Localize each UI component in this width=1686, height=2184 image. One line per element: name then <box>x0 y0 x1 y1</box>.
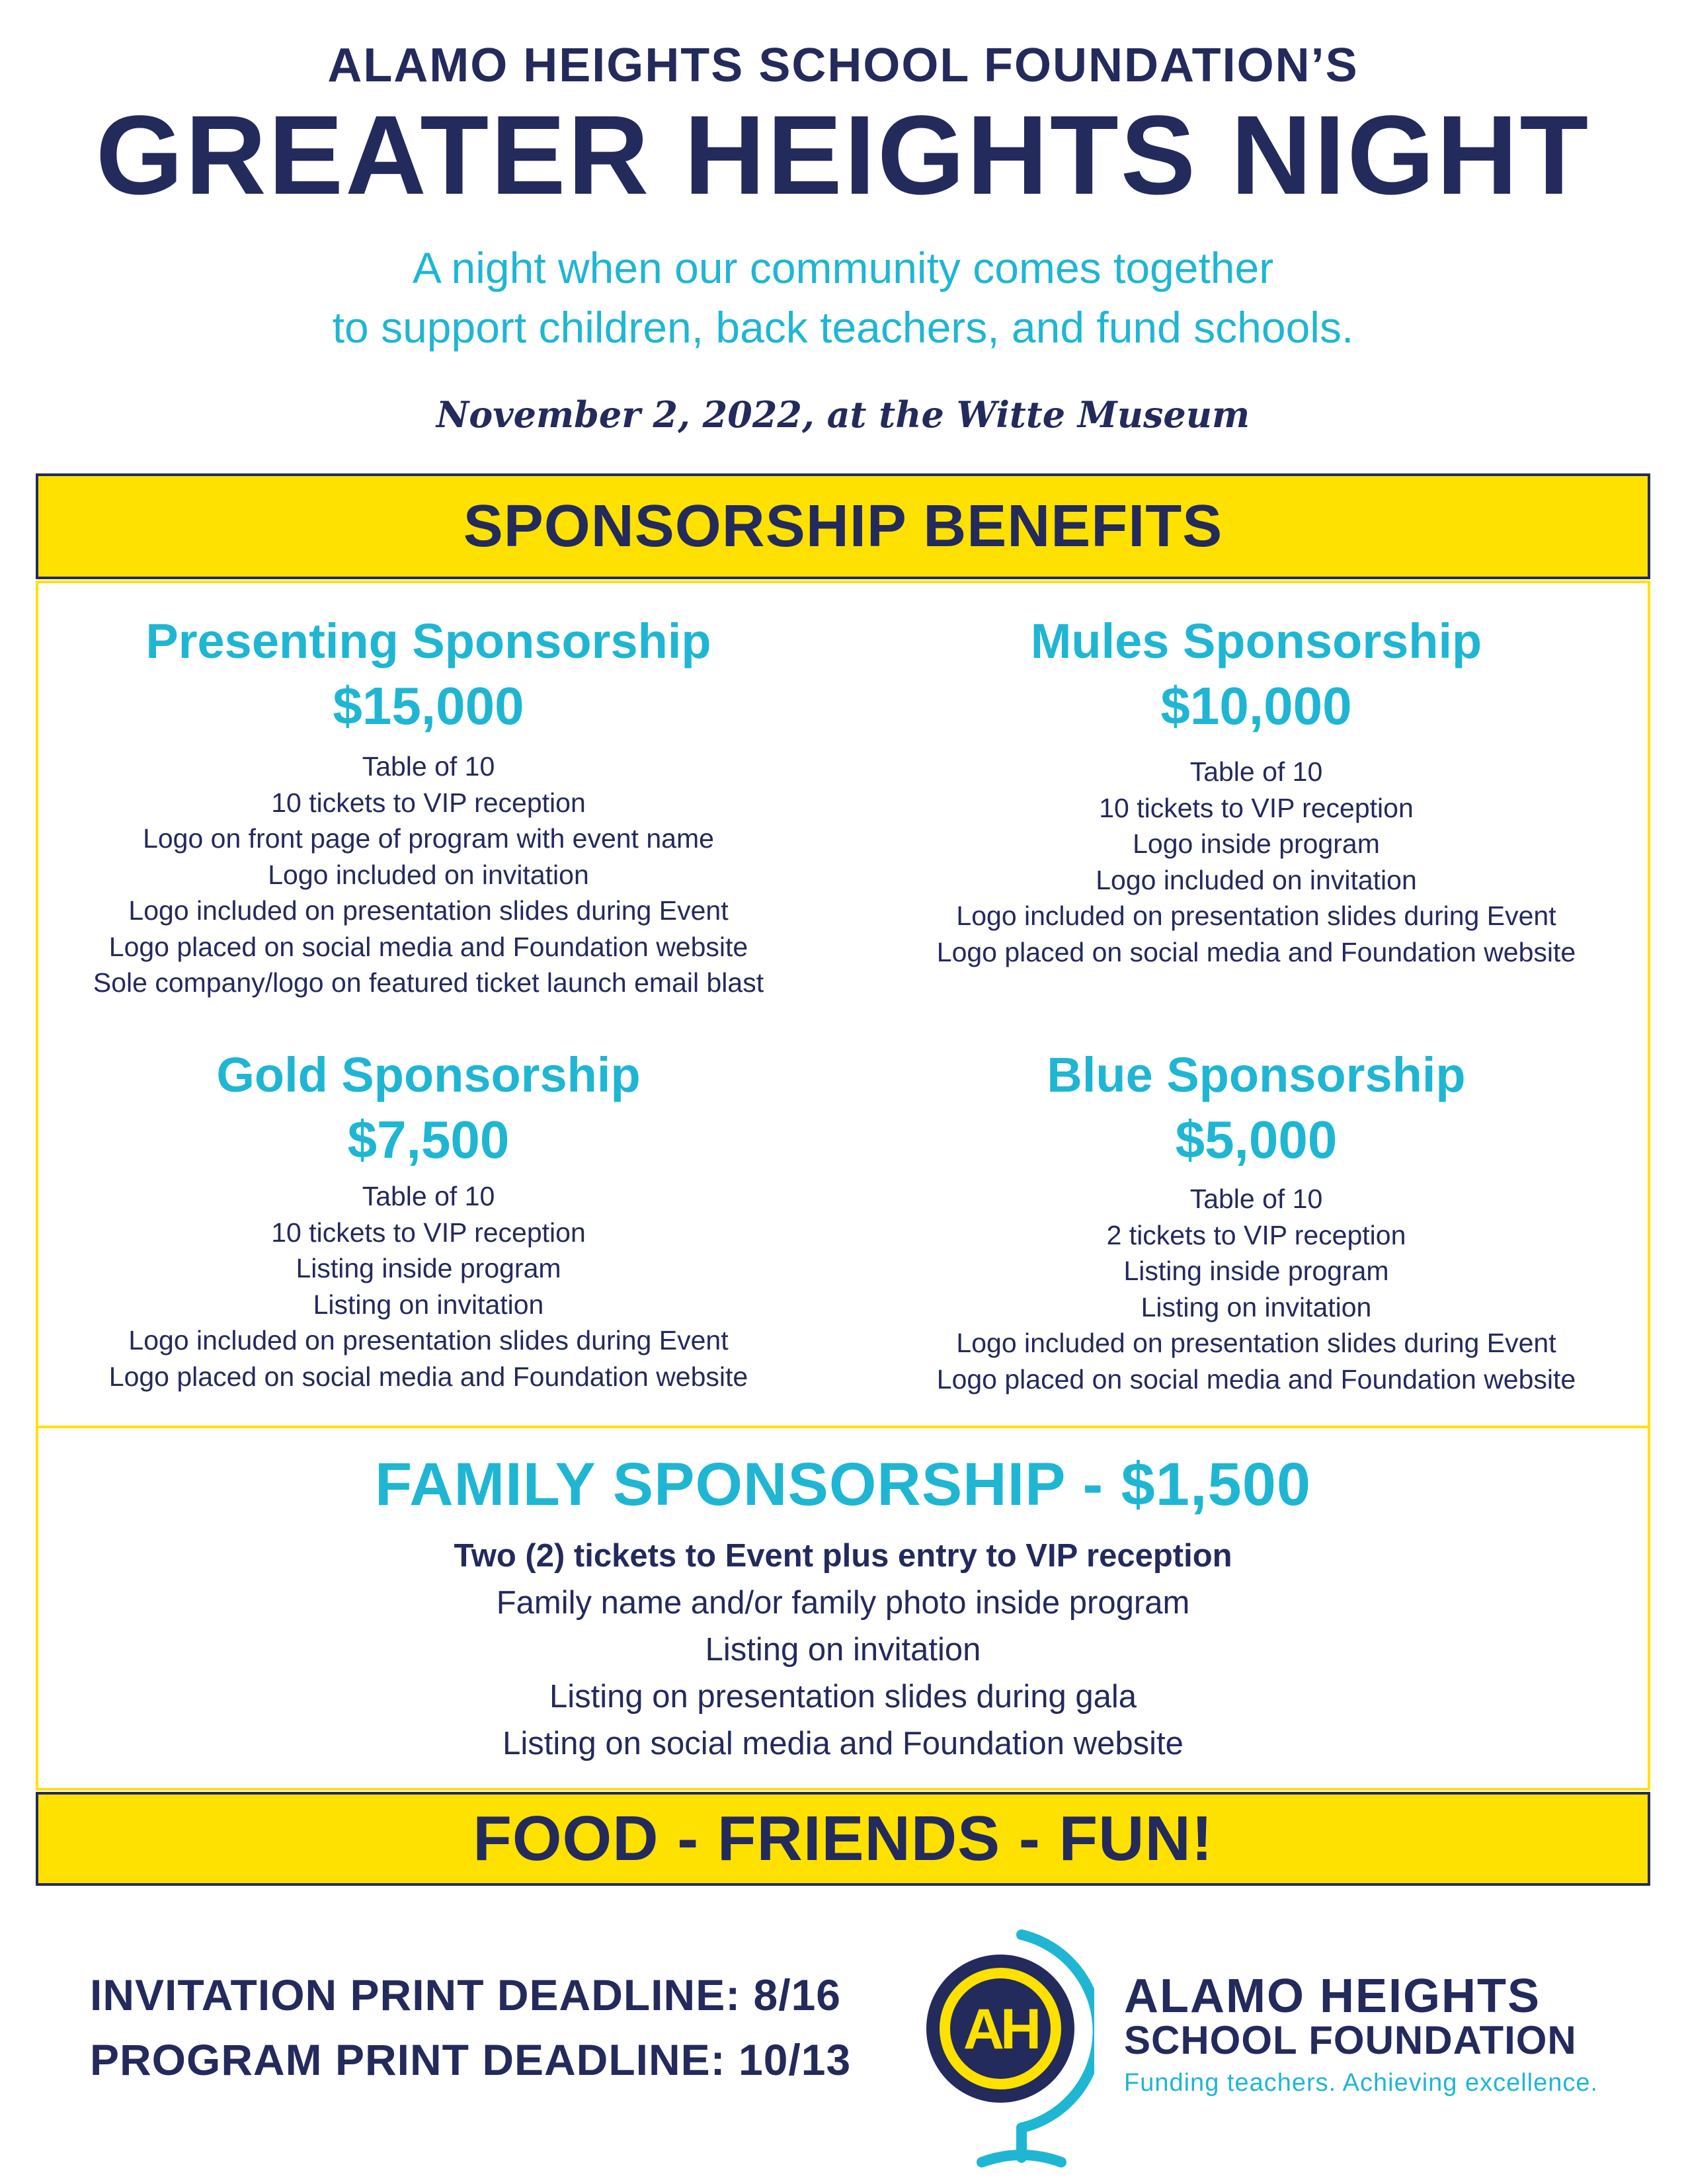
benefit-item: Listing on presentation slides during gala <box>549 1679 1137 1715</box>
print-deadlines <box>90 1962 851 2092</box>
benefit-item: Logo included on presentation slides during Event <box>128 1325 729 1355</box>
benefit-item: 10 tickets to VIP reception <box>1099 792 1414 823</box>
benefit-item: Listing on invitation <box>705 1632 981 1668</box>
tier-price: $5,000 <box>1175 1110 1338 1169</box>
benefit-item: Two (2) tickets to Event plus entry to VIP reception <box>454 1538 1232 1574</box>
program-deadline: PROGRAM PRINT DEADLINE: 10/13 <box>90 2035 852 2084</box>
benefit-item: Table of 10 <box>362 751 495 782</box>
event-title: GREATER HEIGHTS NIGHT <box>95 93 1591 218</box>
tier-benefits <box>866 754 1646 970</box>
tier-benefits <box>866 1181 1646 1397</box>
tier-gold <box>38 1043 819 1395</box>
tagline <box>0 238 1686 357</box>
benefit-item: Sole company/logo on featured ticket launch email blast <box>93 967 764 998</box>
benefit-item: Listing on invitation <box>313 1289 544 1320</box>
event-date: November 2, 2022, at the Witte Museum <box>436 393 1250 436</box>
tier-blue <box>866 1043 1646 1397</box>
benefit-item: Logo included on presentation slides during Event <box>956 1328 1556 1358</box>
family-benefits <box>36 1533 1650 1767</box>
logo-name-line-1: ALAMO HEIGHTS <box>1124 1970 1541 2023</box>
benefit-item: 10 tickets to VIP reception <box>271 787 586 818</box>
tier-benefits <box>38 1178 819 1395</box>
logo-name-line-2: SCHOOL FOUNDATION <box>1124 2018 1577 2062</box>
benefit-item: Logo inside program <box>1133 829 1380 859</box>
benefit-item: Logo included on presentation slides during Event <box>956 901 1556 931</box>
family-sponsorship <box>36 1448 1650 1767</box>
benefit-item: Logo placed on social media and Foundation website <box>108 931 748 962</box>
benefit-item: 10 tickets to VIP reception <box>271 1217 586 1248</box>
logo-tagline: Funding teachers. Achieving excellence. <box>1124 2069 1599 2097</box>
benefit-item: Listing inside program <box>1123 1256 1389 1286</box>
tier-benefits <box>38 748 819 1001</box>
benefit-item: Table of 10 <box>1189 1184 1323 1214</box>
tier-name: Mules Sponsorship <box>1030 614 1482 668</box>
tagline-line-2: to support children, back teachers, and fund schools. <box>332 303 1354 352</box>
benefit-item: Logo included on invitation <box>1096 864 1417 895</box>
tier-name: Gold Sponsorship <box>216 1047 641 1102</box>
org-title: ALAMO HEIGHTS SCHOOL FOUNDATION’S <box>327 39 1359 92</box>
invitation-deadline: INVITATION PRINT DEADLINE: 8/16 <box>90 1970 841 2019</box>
benefit-item: Logo placed on social media and Foundation website <box>936 1363 1576 1395</box>
family-heading: FAMILY SPONSORSHIP - $1,500 <box>374 1451 1312 1518</box>
tagline-line-1: A night when our community comes together <box>412 243 1274 292</box>
tier-price: $7,500 <box>347 1110 510 1169</box>
benefit-item: Logo on front page of program with event name <box>143 823 714 854</box>
foundation-logo-text <box>1124 1970 1599 2097</box>
tier-name: Blue Sponsorship <box>1047 1047 1466 1102</box>
benefit-item: Logo included on presentation slides during Event <box>128 895 729 926</box>
benefit-item: Family name and/or family photo inside program <box>496 1585 1190 1621</box>
benefit-item: Table of 10 <box>1189 756 1323 787</box>
benefit-item: Listing on social media and Foundation website <box>502 1726 1184 1761</box>
sponsorship-benefits-heading: SPONSORSHIP BENEFITS <box>36 473 1650 579</box>
tier-mules <box>866 610 1646 970</box>
globe-icon <box>922 1929 1094 2181</box>
benefit-item: 2 tickets to VIP reception <box>1106 1219 1406 1250</box>
tier-name: Presenting Sponsorship <box>145 614 711 668</box>
benefit-item: Listing on invitation <box>1141 1291 1372 1322</box>
slogan-banner: FOOD - FRIENDS - FUN! <box>36 1792 1650 1886</box>
tier-price: $15,000 <box>333 676 524 735</box>
benefits-divider <box>36 1426 1650 1428</box>
benefit-item: Logo placed on social media and Foundation website <box>108 1361 748 1392</box>
benefit-item: Logo included on invitation <box>268 859 589 890</box>
benefit-item: Listing inside program <box>296 1253 561 1283</box>
benefit-item: Logo placed on social media and Foundation website <box>936 936 1576 967</box>
logo-monogram: AH <box>963 1998 1038 2061</box>
benefit-item: Table of 10 <box>362 1181 495 1211</box>
foundation-logo-mark <box>922 1929 1094 2181</box>
tier-price: $10,000 <box>1160 676 1352 735</box>
tier-presenting <box>38 610 819 1001</box>
